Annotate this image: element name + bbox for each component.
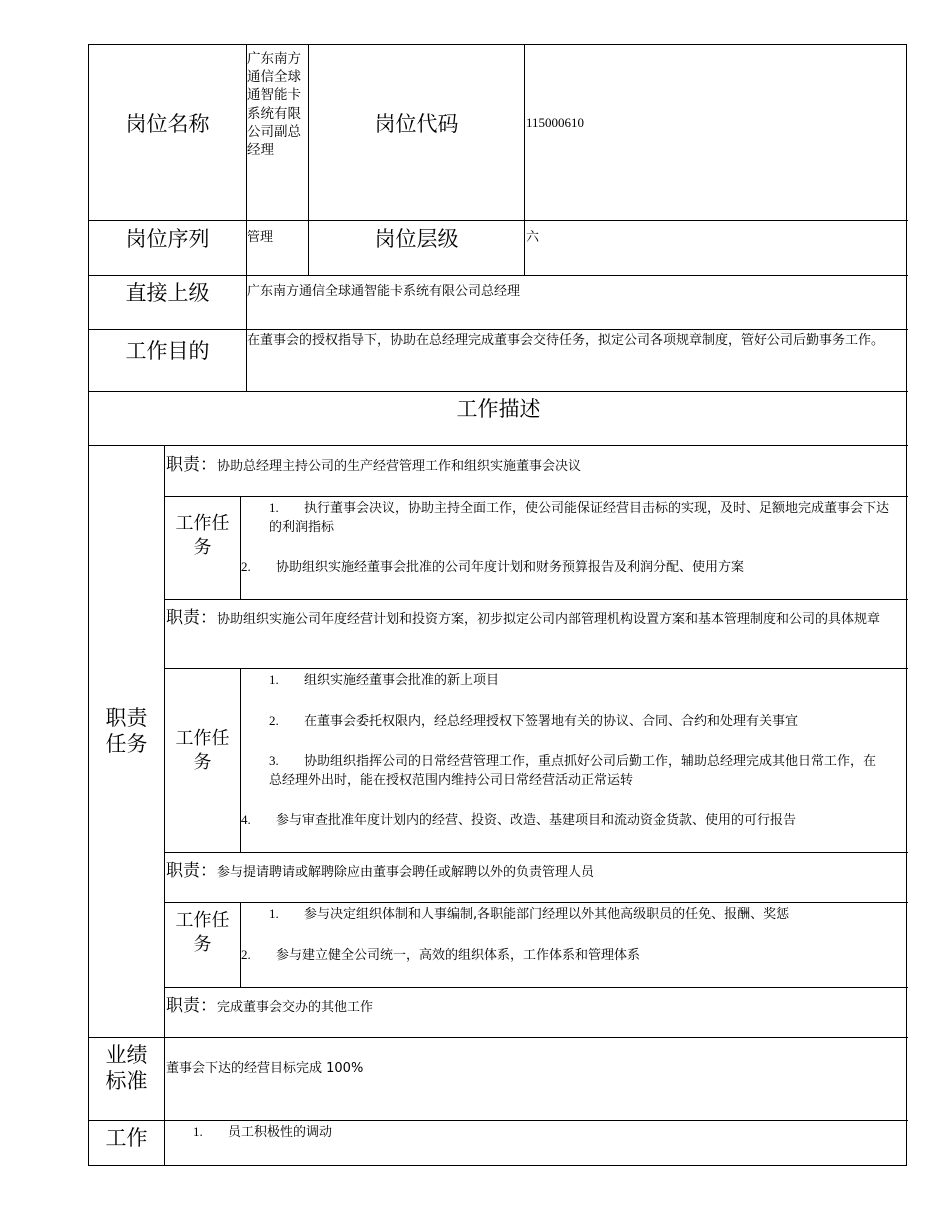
duty-prefix: 职责：: [166, 996, 217, 1016]
work-label: 工作: [105, 1126, 148, 1150]
post-level-label: 岗位层级: [374, 227, 459, 251]
task-text: 协助组织实施经董事会批准的公司年度计划和财务预算报告及利润分配、使用方案: [276, 560, 745, 575]
post-series-value: 管理: [247, 230, 274, 245]
duty-2: [166, 603, 896, 628]
task-text: 在董事会委托权限内，经总经理授权下签署地有关的协议、合同、合约和处理有关事宜: [304, 714, 799, 729]
post-code-label: 岗位代码: [374, 112, 459, 136]
supervisor-label: 直接上级: [125, 281, 210, 305]
duties-section-label: 职责任务: [105, 706, 148, 756]
row-divider: [164, 599, 908, 600]
task-num: 2.: [269, 713, 279, 728]
task-item: [269, 904, 894, 924]
task-item: [269, 670, 894, 690]
task-num: 1.: [269, 672, 279, 687]
work-num: 1.: [193, 1124, 203, 1139]
post-name-label: 岗位名称: [125, 112, 210, 136]
duty-prefix: 职责：: [166, 608, 217, 628]
task-text: 组织实施经董事会批准的新上项目: [304, 673, 500, 688]
work-item: [193, 1122, 893, 1142]
task-item: [241, 945, 891, 965]
post-name-value: 广东南方通信全球通智能卡系统有限公司副总经理: [247, 51, 301, 159]
supervisor-value: 广东南方通信全球通智能卡系统有限公司总经理: [247, 284, 521, 299]
duty-text: 协助总经理主持公司的生产经营管理工作和组织实施董事会决议: [217, 459, 582, 474]
task-num: 1.: [269, 500, 279, 515]
purpose-label: 工作目的: [125, 339, 210, 363]
job-description-table: [88, 44, 907, 1166]
row-divider: [164, 987, 908, 988]
task-num: 2.: [241, 559, 251, 574]
duty-text: 协助组织实施公司年度经营计划和投资方案，初步拟定公司内部管理机构设置方案和基本管理制度和公司的具体规章: [217, 612, 881, 627]
task-num: 1.: [269, 906, 279, 921]
task-item: [269, 711, 894, 731]
row-divider: [89, 275, 908, 276]
task-text: 参与决定组织体制和人事编制,各职能部门经理以外其他高级职员的任免、报酬、奖惩: [304, 907, 790, 922]
duty-text: 参与提请聘请或解聘除应由董事会聘任或解聘以外的负责管理人员: [217, 865, 595, 880]
task-text: 执行董事会决议，协助主持全面工作，使公司能保证经营目击标的实现，及时、足额地完成董事会下达的利润指标: [269, 501, 890, 535]
row-divider: [89, 329, 908, 330]
col-divider: [524, 45, 525, 275]
col-divider: [240, 496, 241, 599]
task-num: 2.: [241, 947, 251, 962]
row-divider: [164, 496, 908, 497]
purpose-value: 在董事会的授权指导下，协助在总经理完成董事会交待任务，拟定公司各项规章制度，管好公司后勤事务工作。: [247, 333, 885, 348]
post-series-label: 岗位序列: [125, 227, 210, 251]
row-divider: [89, 1037, 908, 1038]
duty-prefix: 职责：: [166, 861, 217, 881]
row-divider: [164, 668, 908, 669]
duty-text: 完成董事会交办的其他工作: [217, 1000, 374, 1015]
task-label: 工作任务: [175, 910, 230, 955]
row-divider: [164, 902, 908, 903]
row-divider: [89, 1120, 908, 1121]
task-text: 参与建立健全公司统一，高效的组织体系，工作体系和管理体系: [276, 948, 641, 963]
row-divider: [89, 445, 908, 446]
task-num: 3.: [269, 753, 279, 768]
task-label: 工作任务: [175, 728, 230, 773]
task-label: 工作任务: [175, 513, 230, 558]
performance-label: 业绩标准: [105, 1043, 148, 1093]
task-num: 4.: [241, 812, 251, 827]
post-level-value: 六: [526, 230, 540, 245]
task-item: [269, 498, 894, 537]
task-item: [241, 810, 891, 830]
work-description-title: 工作描述: [456, 397, 541, 421]
duty-prefix: 职责：: [166, 455, 217, 475]
task-text: 协助组织指挥公司的日常经营管理工作，重点抓好公司后勤工作，辅助总经理完成其他日常工作，在总经理外出时，能在授权范围内维持公司日常经营活动正常运转: [269, 754, 877, 788]
duty-3: [166, 856, 594, 881]
performance-value: 董事会下达的经营目标完成 100%: [166, 1061, 364, 1076]
task-item: [241, 557, 891, 577]
duty-1: [166, 450, 581, 475]
row-divider: [164, 852, 908, 853]
row-divider: [89, 391, 908, 392]
work-text: 员工积极性的调动: [228, 1125, 333, 1140]
duty-4: [166, 991, 373, 1016]
task-item: [269, 751, 879, 790]
post-code-value: 115000610: [526, 115, 585, 130]
row-divider: [89, 220, 908, 221]
task-text: 参与审查批准年度计划内的经营、投资、改造、基建项目和流动资金货款、使用的可行报告: [276, 813, 797, 828]
